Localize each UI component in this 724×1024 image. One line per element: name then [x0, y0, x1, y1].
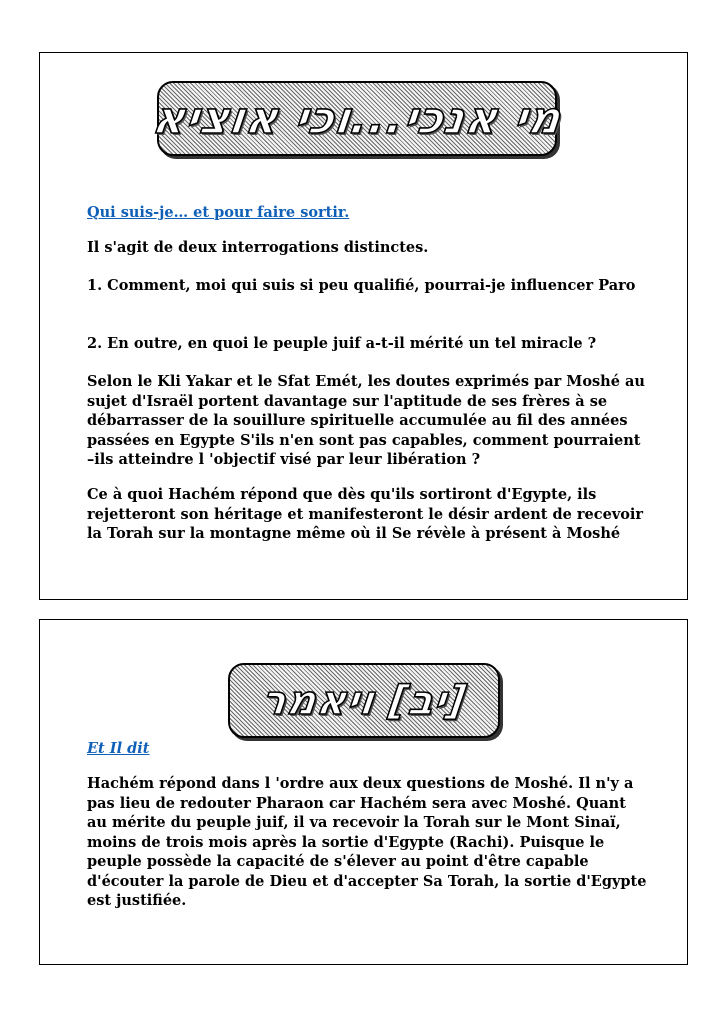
paragraph: 1. Comment, moi qui suis si peu qualifié, pourrai-je influencer Paro [87, 277, 636, 294]
paragraph: 2. En outre, en quoi le peuple juif a-t-il mérité un tel miracle ? [87, 335, 597, 352]
section-heading: Qui suis-je… et pour faire sortir. [87, 204, 350, 221]
paragraph: Selon le Kli Yakar et le Sfat Emét, les doutes exprimés par Moshé au sujet d'Israël portent davantage sur l'aptitude de ses frères à se débarrasser de la souillure spirituelle accumulée au fil des années passées en Egypte S'ils n'en sont pas capables, comment pourraient –ils atteindre l 'objectif visé par leur libération ? [87, 373, 645, 468]
paragraph: Hachém répond dans l 'ordre aux deux questions de Moshé. Il n'y a pas lieu de redouter Pharaon car Hachém sera avec Moshé. Quant au mérite du peuple juif, il va recevoir la Torah sur le Mont Sinaï, moins de trois mois après la sortie d'Egypte (Rachi). Puisque le peuple possède la capacité de s'élever au point d'être capable d'écouter la parole de Dieu et d'accepter Sa Torah, la sortie d'Egypte est justifiée. [87, 775, 647, 909]
card-bottom [39, 619, 688, 965]
hebrew-title-banner [228, 663, 500, 738]
card-top [39, 52, 688, 600]
hebrew-title-text: מי אנכי...וכי אוציא [149, 93, 565, 144]
paragraph: Il s'agit de deux interrogations distinctes. [87, 239, 429, 256]
paragraph: Ce à quoi Hachém répond que dès qu'ils sortiront d'Egypte, ils rejetteront son héritage et manifesteront le désir ardent de recevoir la Torah sur la montagne même où il Se révèle à présent à Moshé [87, 486, 644, 542]
section-heading: Et Il dit [87, 740, 150, 757]
hebrew-title-text: [יב] ויאמר [258, 677, 470, 724]
hebrew-title-banner [149, 81, 565, 156]
